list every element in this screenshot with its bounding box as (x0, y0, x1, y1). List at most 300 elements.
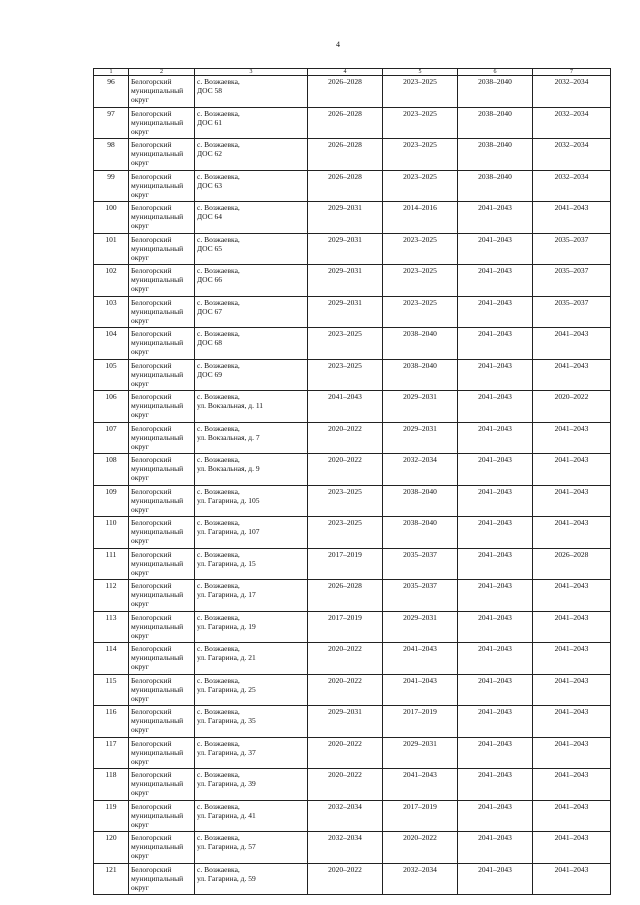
period-cell (383, 359, 458, 391)
district-cell (129, 517, 195, 549)
table-row (94, 548, 611, 580)
period-value: 2023–2025 (403, 108, 437, 118)
district-line: Белогорский (131, 392, 172, 401)
district-line: Белогорский (131, 486, 172, 496)
row-number: 118 (105, 770, 117, 779)
district-cell (129, 800, 195, 832)
row-number-cell (94, 643, 129, 675)
row-number: 121 (105, 864, 117, 874)
address-cell (195, 139, 308, 171)
address-cell (195, 706, 308, 738)
period-cell (383, 296, 458, 328)
period-cell (383, 454, 458, 486)
period-value: 2041–2043 (478, 707, 512, 716)
district-line: муниципальный (131, 369, 184, 379)
period-cell (458, 863, 533, 895)
address-line: с. Возжаевка, (197, 644, 240, 653)
district-line: Белогорский (131, 801, 172, 811)
row-number-cell (94, 328, 129, 360)
table-row (94, 611, 611, 643)
district-line: округ (131, 882, 149, 892)
table-row (94, 107, 611, 139)
district-cell (129, 485, 195, 517)
table-row (94, 706, 611, 738)
period-cell (458, 107, 533, 139)
period-value: 2038–2040 (403, 518, 437, 527)
period-value: 2032–2034 (554, 140, 589, 149)
table-row (94, 233, 611, 265)
district-line: муниципальный (131, 464, 184, 473)
district-cell (129, 643, 195, 675)
row-number-cell (94, 548, 129, 580)
period-value: 2038–2040 (403, 329, 437, 338)
period-value: 2041–2043 (478, 549, 512, 559)
row-number: 100 (105, 203, 117, 212)
address-line: ДОС 62 (197, 149, 223, 158)
period-value: 2041–2043 (554, 423, 589, 433)
district-line: округ (131, 819, 149, 829)
table-row (94, 265, 611, 297)
table-row (94, 202, 611, 234)
page-number: 4 (336, 40, 340, 49)
district-line: округ (131, 221, 149, 230)
district-line: округ (131, 284, 149, 293)
district-cell (129, 202, 195, 234)
period-value: 2041–2043 (478, 738, 512, 748)
row-number: 104 (105, 329, 117, 338)
address-line: ул. Гагарина, д. 17 (197, 590, 256, 599)
district-line: Белогорский (131, 864, 172, 874)
address-line: с. Возжаевка, (197, 801, 240, 811)
row-number-cell (94, 170, 129, 202)
district-line: муниципальный (131, 338, 184, 347)
period-cell (533, 485, 611, 517)
period-cell (383, 265, 458, 297)
period-cell (458, 328, 533, 360)
district-line: округ (131, 95, 149, 104)
period-cell (458, 76, 533, 108)
row-number: 111 (105, 549, 117, 559)
district-cell (129, 76, 195, 108)
address-line: с. Возжаевка, (197, 392, 240, 401)
period-cell (533, 548, 611, 580)
period-value: 2023–2025 (403, 171, 437, 181)
address-line: с. Возжаевка, (197, 707, 240, 716)
period-cell (308, 548, 383, 580)
district-line: Белогорский (131, 644, 172, 653)
table-row (94, 391, 611, 423)
column-header: 4 (308, 69, 383, 76)
district-line: округ (131, 756, 149, 766)
district-line: муниципальный (131, 401, 184, 410)
period-value: 2017–2019 (403, 801, 437, 811)
period-cell (383, 485, 458, 517)
period-value: 2041–2043 (328, 392, 362, 401)
address-line: ДОС 61 (197, 117, 223, 127)
period-value: 2026–2028 (328, 140, 362, 149)
period-value: 2032–2034 (403, 864, 437, 874)
row-number: 98 (107, 140, 115, 149)
table-row (94, 580, 611, 612)
period-value: 2041–2043 (478, 518, 512, 527)
address-line: с. Возжаевка, (197, 423, 240, 433)
address-cell (195, 737, 308, 769)
address-cell (195, 580, 308, 612)
address-line: с. Возжаевка, (197, 486, 240, 496)
period-value: 2023–2025 (403, 234, 437, 244)
row-number-cell (94, 233, 129, 265)
address-cell (195, 359, 308, 391)
period-cell (383, 863, 458, 895)
address-line: ДОС 65 (197, 243, 223, 253)
district-cell (129, 359, 195, 391)
period-cell (533, 800, 611, 832)
period-cell (533, 359, 611, 391)
period-value: 2029–2031 (328, 707, 362, 716)
district-line: округ (131, 693, 149, 703)
period-cell (533, 832, 611, 864)
table-row (94, 359, 611, 391)
district-cell (129, 328, 195, 360)
address-line: ул. Гагарина, д. 41 (197, 810, 256, 820)
period-cell (458, 170, 533, 202)
address-cell (195, 107, 308, 139)
address-cell (195, 454, 308, 486)
period-value: 2041–2043 (478, 770, 512, 779)
address-cell (195, 422, 308, 454)
district-cell (129, 674, 195, 706)
district-line: муниципальный (131, 527, 184, 536)
district-line: Белогорский (131, 675, 172, 685)
period-value: 2041–2043 (478, 423, 512, 433)
row-number-cell (94, 737, 129, 769)
address-line: с. Возжаевка, (197, 297, 240, 307)
period-value: 2032–2034 (554, 171, 589, 181)
address-line: ДОС 58 (197, 86, 223, 95)
period-cell (458, 674, 533, 706)
address-cell (195, 391, 308, 423)
period-value: 2041–2043 (478, 234, 512, 244)
address-line: ул. Гагарина, д. 25 (197, 684, 256, 694)
period-cell (308, 643, 383, 675)
address-cell (195, 548, 308, 580)
district-cell (129, 422, 195, 454)
period-value: 2041–2043 (478, 675, 512, 685)
address-line: с. Возжаевка, (197, 833, 240, 842)
address-cell (195, 265, 308, 297)
row-number-cell (94, 863, 129, 895)
address-line: с. Возжаевка, (197, 203, 240, 212)
period-cell (308, 800, 383, 832)
period-cell (458, 611, 533, 643)
district-line: округ (131, 599, 149, 608)
row-number: 109 (105, 486, 117, 496)
period-cell (308, 674, 383, 706)
address-line: ДОС 69 (197, 369, 223, 379)
district-line: округ (131, 441, 149, 451)
period-cell (308, 359, 383, 391)
row-number: 110 (105, 518, 117, 527)
period-value: 2041–2043 (478, 297, 512, 307)
period-value: 2029–2031 (403, 423, 437, 433)
period-cell (383, 769, 458, 801)
period-value: 2041–2043 (554, 738, 589, 748)
district-cell (129, 706, 195, 738)
period-value: 2017–2019 (403, 707, 437, 716)
table-row (94, 769, 611, 801)
period-cell (533, 674, 611, 706)
row-number: 107 (105, 423, 117, 433)
period-cell (458, 233, 533, 265)
period-cell (308, 391, 383, 423)
district-line: округ (131, 851, 149, 860)
address-line: ул. Гагарина, д. 39 (197, 779, 256, 788)
period-value: 2032–2034 (403, 455, 437, 464)
period-value: 2014–2016 (403, 203, 437, 212)
column-header: 7 (533, 69, 611, 76)
district-line: Белогорский (131, 707, 172, 716)
table-row (94, 832, 611, 864)
period-cell (308, 296, 383, 328)
district-line: округ (131, 410, 149, 419)
row-number: 101 (105, 234, 117, 244)
address-cell (195, 76, 308, 108)
period-cell (533, 422, 611, 454)
district-cell (129, 832, 195, 864)
row-number-cell (94, 107, 129, 139)
district-line: Белогорский (131, 581, 172, 590)
period-value: 2041–2043 (554, 675, 589, 685)
row-number-cell (94, 674, 129, 706)
address-line: ул. Гагарина, д. 37 (197, 747, 256, 757)
period-cell (383, 170, 458, 202)
period-value: 2041–2043 (403, 770, 437, 779)
row-number: 108 (105, 455, 117, 464)
district-line: муниципальный (131, 212, 184, 221)
district-line: муниципальный (131, 716, 184, 725)
period-cell (458, 454, 533, 486)
period-value: 2023–2025 (328, 360, 362, 370)
period-value: 2020–2022 (328, 675, 362, 685)
period-cell (383, 422, 458, 454)
row-number-cell (94, 391, 129, 423)
table-row (94, 454, 611, 486)
period-cell (383, 643, 458, 675)
period-cell (533, 611, 611, 643)
district-cell (129, 107, 195, 139)
period-cell (383, 800, 458, 832)
period-cell (533, 233, 611, 265)
period-value: 2041–2043 (554, 360, 589, 370)
row-number: 106 (105, 392, 117, 401)
address-line: ул. Гагарина, д. 105 (197, 495, 260, 505)
district-line: Белогорский (131, 360, 172, 370)
district-line: муниципальный (131, 117, 184, 127)
district-cell (129, 863, 195, 895)
district-line: Белогорский (131, 297, 172, 307)
period-value: 2035–2037 (403, 549, 437, 559)
period-cell (383, 706, 458, 738)
period-cell (458, 265, 533, 297)
row-number-cell (94, 454, 129, 486)
period-cell (458, 580, 533, 612)
row-number-cell (94, 611, 129, 643)
table-row (94, 422, 611, 454)
period-cell (308, 580, 383, 612)
district-line: округ (131, 630, 149, 640)
period-cell (458, 769, 533, 801)
district-line: округ (131, 315, 149, 325)
district-line: муниципальный (131, 747, 184, 757)
column-header: 3 (195, 69, 308, 76)
district-line: муниципальный (131, 621, 184, 631)
district-line: округ (131, 662, 149, 671)
district-line: округ (131, 126, 149, 136)
period-value: 2041–2043 (554, 770, 589, 779)
district-line: Белогорский (131, 455, 172, 464)
period-value: 2023–2025 (403, 297, 437, 307)
period-cell (383, 832, 458, 864)
period-cell (308, 611, 383, 643)
period-value: 2029–2031 (328, 297, 362, 307)
district-cell (129, 391, 195, 423)
district-line: муниципальный (131, 590, 184, 599)
address-line: с. Возжаевка, (197, 234, 240, 244)
district-line: Белогорский (131, 77, 172, 86)
address-line: с. Возжаевка, (197, 108, 240, 118)
period-value: 2041–2043 (478, 455, 512, 464)
row-number-cell (94, 296, 129, 328)
district-line: Белогорский (131, 171, 172, 181)
district-line: муниципальный (131, 432, 184, 442)
table-row (94, 76, 611, 108)
address-line: с. Возжаевка, (197, 518, 240, 527)
period-value: 2041–2043 (554, 486, 589, 496)
district-line: Белогорский (131, 329, 172, 338)
column-header: 6 (458, 69, 533, 76)
period-value: 2041–2043 (478, 864, 512, 874)
period-cell (308, 832, 383, 864)
period-value: 2023–2025 (403, 266, 437, 275)
period-value: 2032–2034 (328, 833, 362, 842)
period-value: 2041–2043 (478, 486, 512, 496)
period-value: 2029–2031 (403, 738, 437, 748)
row-number: 119 (105, 801, 117, 811)
period-cell (533, 170, 611, 202)
period-value: 2029–2031 (403, 392, 437, 401)
period-value: 2035–2037 (554, 266, 589, 275)
period-value: 2020–2022 (554, 392, 589, 401)
period-value: 2041–2043 (478, 360, 512, 370)
period-cell (308, 233, 383, 265)
period-cell (533, 328, 611, 360)
table-row (94, 296, 611, 328)
period-cell (533, 107, 611, 139)
period-cell (533, 706, 611, 738)
district-line: округ (131, 347, 149, 356)
district-line: округ (131, 378, 149, 388)
period-value: 2023–2025 (403, 77, 437, 86)
period-value: 2026–2028 (554, 549, 589, 559)
address-line: ул. Вокзальная, д. 7 (197, 432, 260, 442)
period-value: 2041–2043 (403, 644, 437, 653)
period-value: 2041–2043 (554, 329, 589, 338)
address-line: с. Возжаевка, (197, 360, 240, 370)
district-cell (129, 265, 195, 297)
period-cell (308, 328, 383, 360)
period-value: 2041–2043 (554, 833, 589, 842)
row-number: 97 (107, 108, 115, 118)
period-cell (383, 328, 458, 360)
period-value: 2041–2043 (478, 392, 512, 401)
row-number: 99 (107, 171, 115, 181)
row-number: 114 (105, 644, 117, 653)
period-cell (383, 202, 458, 234)
period-value: 2023–2025 (328, 518, 362, 527)
row-number: 96 (107, 77, 115, 86)
district-line: округ (131, 473, 149, 482)
district-cell (129, 170, 195, 202)
period-value: 2029–2031 (328, 234, 362, 244)
period-value: 2041–2043 (554, 203, 589, 212)
period-value: 2041–2043 (478, 644, 512, 653)
row-number-cell (94, 139, 129, 171)
row-number-cell (94, 832, 129, 864)
period-cell (533, 580, 611, 612)
address-line: с. Возжаевка, (197, 770, 240, 779)
district-cell (129, 139, 195, 171)
period-cell (383, 611, 458, 643)
period-value: 2017–2019 (328, 549, 362, 559)
period-value: 2020–2022 (328, 864, 362, 874)
address-line: с. Возжаевка, (197, 738, 240, 748)
period-value: 2041–2043 (554, 581, 589, 590)
period-cell (533, 517, 611, 549)
period-cell (308, 265, 383, 297)
table-body (94, 76, 611, 895)
table-row (94, 139, 611, 171)
period-cell (458, 548, 533, 580)
row-number: 115 (105, 675, 117, 685)
address-line: с. Возжаевка, (197, 675, 240, 685)
district-line: муниципальный (131, 306, 184, 316)
period-cell (533, 863, 611, 895)
district-line: муниципальный (131, 873, 184, 883)
district-line: муниципальный (131, 558, 184, 568)
period-value: 2041–2043 (403, 675, 437, 685)
district-line: Белогорский (131, 108, 172, 118)
address-cell (195, 800, 308, 832)
period-value: 2026–2028 (328, 77, 362, 86)
period-cell (458, 296, 533, 328)
address-cell (195, 674, 308, 706)
address-line: с. Возжаевка, (197, 77, 240, 86)
period-value: 2020–2022 (328, 770, 362, 779)
address-cell (195, 643, 308, 675)
period-cell (383, 107, 458, 139)
period-value: 2023–2025 (328, 486, 362, 496)
period-cell (458, 391, 533, 423)
row-number-cell (94, 265, 129, 297)
period-value: 2041–2043 (554, 801, 589, 811)
district-line: Белогорский (131, 612, 172, 622)
period-value: 2020–2022 (403, 833, 437, 842)
address-cell (195, 233, 308, 265)
district-line: муниципальный (131, 653, 184, 662)
row-number-cell (94, 202, 129, 234)
period-cell (533, 454, 611, 486)
period-cell (458, 832, 533, 864)
